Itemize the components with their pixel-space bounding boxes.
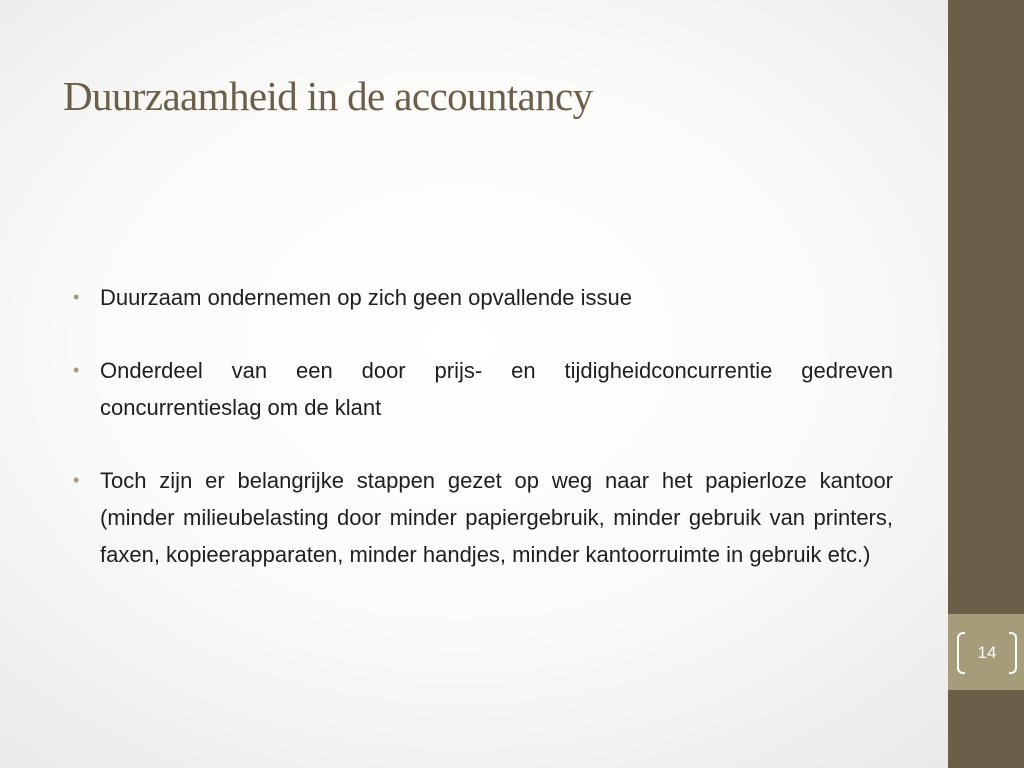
bullet-text: Onderdeel van een door prijs- en tijdigheidconcurrentie gedreven concurrentieslag om de klant (100, 358, 893, 420)
bullet-text: Duurzaam ondernemen op zich geen opvallende issue (100, 285, 633, 310)
bullet-icon: • (73, 360, 80, 380)
slide-title: Duurzaamheid in de accountancy (63, 73, 593, 119)
slide-number-frame (957, 632, 1017, 674)
bullet-text: Toch zijn er belangrijke stappen gezet op weg naar het papierloze kantoor (minder milieubelasting door minder papiergebruik, minder gebruik van printers, faxen, kopieerapparaten, minder handjes, minder kantoorruimte in gebruik etc.) (100, 468, 893, 567)
bullet-item (73, 352, 893, 426)
bullet-item (73, 462, 893, 573)
bullet-list (73, 279, 893, 609)
bullet-icon: • (73, 287, 80, 307)
bullet-item (73, 279, 893, 316)
slide-number: 14 (977, 643, 997, 662)
bullet-icon: • (73, 470, 80, 490)
